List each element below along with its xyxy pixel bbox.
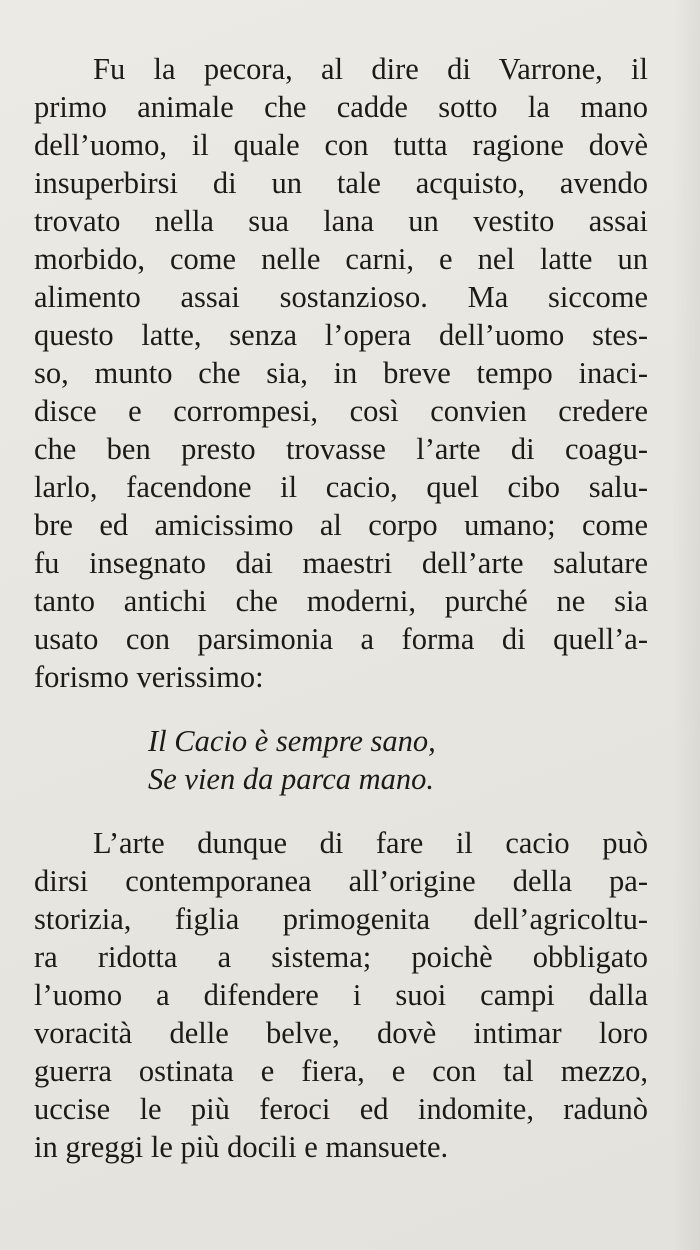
verse-line: Il Cacio è sempre sano, (148, 724, 436, 758)
paragraph-2-line: dirsi contemporanea all’origine della pa- (34, 864, 648, 898)
paragraph-2-line: guerra ostinata e fiera, e con tal mezzo, (34, 1054, 648, 1088)
paragraph-1-line: disce e corrompesi, così convien credere (34, 394, 648, 428)
paragraph-1-line: trovato nella sua lana un vestito assai (34, 204, 648, 238)
paragraph-1-line: primo animale che cadde sotto la mano (34, 90, 648, 124)
paragraph-1-line: bre ed amicissimo al corpo umano; come (34, 508, 648, 542)
paragraph-1-line: morbido, come nelle carni, e nel latte un (34, 242, 648, 276)
paragraph-2-line: uccise le più feroci ed indomite, radunò (34, 1092, 648, 1126)
paragraph-1-line: fu insegnato dai maestri dell’arte salutare (34, 546, 648, 580)
paragraph-2-line: storizia, figlia primogenita dell’agricoltu- (34, 902, 648, 936)
paragraph-1-line: forismo verissimo: (34, 660, 264, 694)
paragraph-1-line: alimento assai sostanzioso. Ma siccome (34, 280, 648, 314)
paragraph-1-line: insuperbirsi di un tale acquisto, avendo (34, 166, 648, 200)
paragraph-2-line: L’arte dunque di fare il cacio può (93, 826, 648, 860)
paragraph-1-line: tanto antichi che moderni, purché ne sia (34, 584, 648, 618)
paragraph-2-line: voracità delle belve, dovè intimar loro (34, 1016, 648, 1050)
paragraph-1-line: Fu la pecora, al dire di Varrone, il (93, 52, 648, 86)
paragraph-1-line: larlo, facendone il cacio, quel cibo salu- (34, 470, 648, 504)
paragraph-1-line: dell’uomo, il quale con tutta ragione dovè (34, 128, 648, 162)
paragraph-1-line: so, munto che sia, in breve tempo inaci- (34, 356, 648, 390)
paragraph-2-line: in greggi le più docili e mansuete. (34, 1130, 449, 1164)
paragraph-1-line: usato con parsimonia a forma di quell’a- (34, 622, 648, 656)
paragraph-1-line: questo latte, senza l’opera dell’uomo stes- (34, 318, 648, 352)
verse-line: Se vien da parca mano. (148, 762, 435, 796)
page-edge-shadow (672, 0, 700, 1250)
paragraph-1-line: che ben presto trovasse l’arte di coagu- (34, 432, 648, 466)
paragraph-2-line: ra ridotta a sistema; poichè obbligato (34, 940, 648, 974)
paragraph-2-line: l’uomo a difendere i suoi campi dalla (34, 978, 648, 1012)
